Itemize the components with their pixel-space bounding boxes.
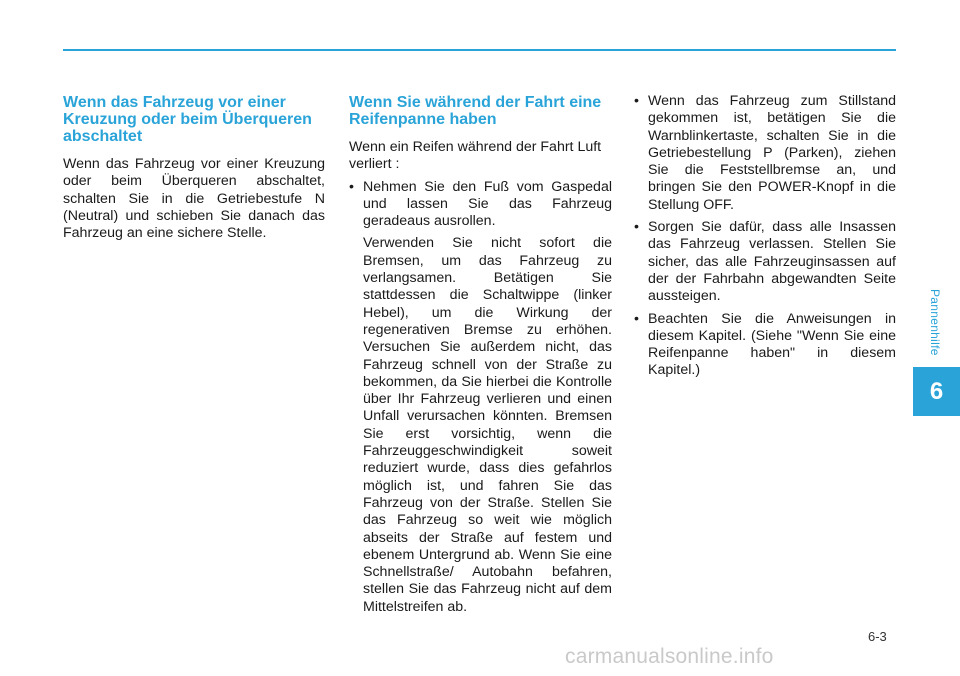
section-heading-crossing: Wenn das Fahrzeug vor einer Kreuzung oder beim Überqueren abschaltet [63,94,312,145]
flat-tire-intro: Wenn ein Reifen während der Fahrt Luft verliert : [349,139,602,173]
column-right [634,93,896,385]
column-middle [349,94,612,616]
bullet-marker: • [634,310,639,327]
watermark: carmanualsonline.info [565,645,774,668]
page-number: 6-3 [868,629,887,644]
list-item-text: Beachten Sie die Anweisungen in diesem Kapitel. (Siehe "Wenn Sie eine Reifenpanne haben" in diesem Kapitel.) [648,310,896,379]
flat-tire-continuation: Verwenden Sie nicht sofort die Bremsen, um das Fahrzeug zu verlangsamen. Betätigen Sie stattdessen die Schaltwippe (linker Hebel), um die Wirkung der regenerativen Bremse zu erhöhen. Versuchen Sie außerdem nicht, das Fahrzeug schnell von der Straße zu bekommen, da Sie hierbei die Kontrolle über Ihr Fahrzeug verlieren und einen Unfall verursachen könnten. Bremsen Sie erst vorsichtig, wenn die Fahrzeuggeschwindigkeit soweit reduziert wurde, dass dies gefahrlos möglich ist, und fahren Sie das Fahrzeug von der Straße. Stellen Sie das Fahrzeug so weit wie möglich abseits der Straße auf festem und ebenem Untergrund ab. Wenn Sie eine Schnellstraße/ Autobahn befahren, stellen Sie das Fahrzeug nicht auf dem Mittelstreifen ab. [363,235,612,615]
bullet-marker: • [634,219,639,236]
steps-list [634,93,896,380]
section-heading-flat-tire: Wenn Sie während der Fahrt eine Reifenpanne haben [349,94,602,128]
list-item-text: Wenn das Fahrzeug zum Stillstand gekommen ist, betätigen Sie die Warnblinkertaste, schalten Sie in die Getriebestellung P (Parken), ziehen Sie die Feststellbremse an, und bringen Sie den POWER-Knopf in die Stellung OFF. [648,93,896,213]
list-item [634,219,896,305]
bullet-marker: • [634,93,639,109]
list-item-text: Nehmen Sie den Fuß vom Gaspedal und lassen Sie das Fahrzeug geradeaus ausrollen. [363,178,612,230]
list-item [349,179,612,231]
column-left [63,94,325,242]
top-rule [63,49,896,51]
flat-tire-list [349,179,612,231]
chapter-label: Pannenhilfe [928,289,942,356]
list-item-text: Sorgen Sie dafür, dass alle Insassen das Fahrzeug verlassen. Stellen Sie sicher, das alle Fahrzeuginsassen auf der der Fahrbahn abgewandten Seite aussteigen. [648,219,896,305]
list-item [634,311,896,380]
bullet-marker: • [349,178,354,195]
list-item [634,93,896,214]
section-body-crossing: Wenn das Fahrzeug vor einer Kreuzung oder beim Überqueren abschaltet, schalten Sie in die Getriebestufe N (Neutral) und schieben Sie danach das Fahrzeug an eine sichere Stelle. [63,156,325,242]
chapter-tab: 6 [913,367,960,416]
